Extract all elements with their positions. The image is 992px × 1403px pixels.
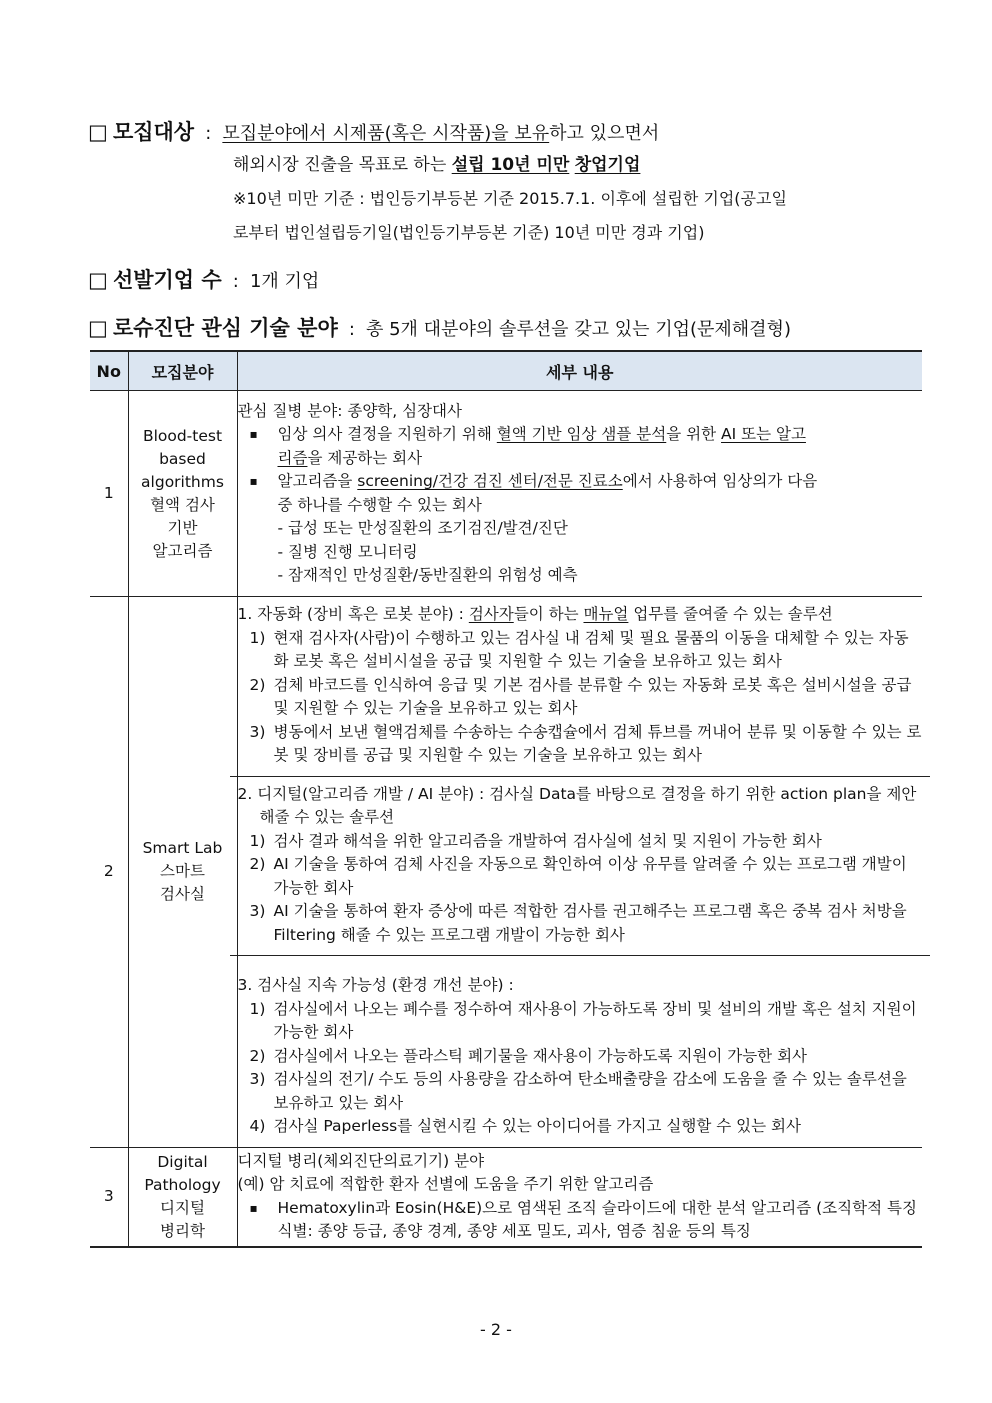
- list-item: 1) 검사실에서 나오는 폐수를 정수하여 재사용이 가능하도록 장비 및 설비의 개발 혹은 설치 지원이 가능한 회사: [249, 999, 917, 1041]
- list-item: - 질병 진행 모니터링: [277, 542, 418, 561]
- page-number: - 2 -: [480, 1320, 512, 1339]
- colon: :: [232, 271, 239, 292]
- section-title: 모집대상: [112, 120, 195, 144]
- recruit-line-1: 모집분야에서 시제품(혹은 시작품)을 보유하고 있으면서: [222, 123, 660, 144]
- checkbox-marker: □: [88, 120, 108, 144]
- disease-area: 관심 질병 분야: 종양학, 심장대사: [237, 401, 463, 420]
- pathology-example: (예) 암 치료에 적합한 환자 선별에 도움을 주기 위한 알고리즘: [237, 1175, 654, 1194]
- digital-block: [230, 776, 931, 956]
- bullet-icon: ▪: [249, 427, 258, 441]
- list-item: - 급성 또는 만성질환의 조기검진/발견/진단: [277, 519, 568, 537]
- selection-count: 1개 기업: [249, 271, 320, 292]
- section-selection-count: [88, 264, 319, 294]
- section-recruit-target: [88, 116, 659, 146]
- recruit-note: ※10년 미만 기준 : 법인등기부등본 기준 2015.7.1. 이후에 설립한 기업(공고일 로부터 법인설립등기일(법인등기부등본 기준) 10년 미만 경과 기업): [233, 189, 787, 242]
- header-no: No: [90, 351, 128, 391]
- field-name: Smart Lab 스마트 검사실: [128, 597, 237, 1148]
- list-item: 1) 현재 검사자(사람)이 수행하고 있는 검사실 내 검체 및 필요 물품의 이동을 대체할 수 있는 자동화 로봇 혹은 설비시설을 공급 및 지원할 수 있는 기술을 보유하고 있는 회사: [249, 628, 909, 670]
- tech-areas-desc: 총 5개 대분야의 솔루션을 갖고 있는 기업(문제해결형): [366, 319, 791, 340]
- table-row: [90, 391, 922, 597]
- list-item: 3) 검사실의 전기/ 수도 등의 사용량을 감소하여 탄소배출량을 감소에 도움을 줄 수 있는 솔루션을 보유하고 있는 회사: [249, 1070, 907, 1112]
- list-item: ▪ Hematoxylin과 Eosin(H&E)으로 염색된 조직 슬라이드에 대한 분석 알고리즘 (조직학적 특징 식별: 종양 등급, 종양 경계, 종양 세포 밀도, 괴사, 염증 침윤 등의 특징: [238, 1197, 923, 1244]
- details-cell: [237, 391, 922, 597]
- block-title: 3. 검사실 지속 가능성 (환경 개선 분야) :: [237, 976, 514, 994]
- section-title: 선발기업 수: [112, 268, 222, 292]
- list-item: 4) 검사실 Paperless를 실현시킬 수 있는 아이디어를 가지고 실행할 수 있는 회사: [249, 1117, 801, 1135]
- table-row: [90, 1147, 922, 1247]
- list-item: ▪ 알고리즘을 screening/건강 검진 센터/전문 진료소에서 사용하여 임상의가 다음 중 하나를 수행할 수 있는 회사: [238, 470, 923, 517]
- section-tech-areas: [88, 312, 791, 342]
- field-name: Digital Pathology 디지털 병리학: [128, 1147, 237, 1247]
- section-title: 로슈진단 관심 기술 분야: [112, 316, 338, 340]
- list-item: 1) 검사 결과 해석을 위한 알고리즘을 개발하여 검사실에 설치 및 지원이 가능한 회사: [249, 831, 822, 850]
- list-item: 2) 검체 바코드를 인식하여 응급 및 기본 검사를 분류할 수 있는 자동화 로봇 혹은 설비시설을 공급 및 지원할 수 있는 기술을 보유하고 있는 회사: [249, 675, 912, 717]
- list-item: ▪ 임상 의사 결정을 지원하기 위해 혈액 기반 임상 샘플 분석을 위한 AI 또는 알고 리즘을 제공하는 회사: [238, 423, 923, 470]
- details-cell: [237, 1147, 922, 1247]
- bullet-icon: ▪: [249, 474, 258, 488]
- automation-block: [238, 597, 923, 776]
- colon: :: [205, 123, 212, 144]
- table-header-row: [90, 351, 922, 391]
- block-title: 1. 자동화 (장비 혹은 로봇 분야) : 검사자들이 하는 매뉴얼 업무를 줄여줄 수 있는 솔루션: [237, 605, 833, 623]
- details-cell: [237, 597, 922, 1148]
- list-item: - 잠재적인 만성질환/동반질환의 위험성 예측: [277, 566, 578, 584]
- list-item: 3) AI 기술을 통하여 환자 증상에 따른 적합한 검사를 권고해주는 프로그램 혹은 중복 검사 처방을 Filtering 해줄 수 있는 프로그램 개발이 가능한 회사: [249, 902, 907, 944]
- checkbox-marker: □: [88, 316, 108, 340]
- sustainability-block: [230, 955, 931, 1147]
- row-number: 1: [90, 391, 128, 597]
- pathology-area: 디지털 병리(체외진단의료기기) 분야: [237, 1151, 485, 1170]
- block-title: 2. 디지털(알고리즘 개발 / AI 분야) : 검사실 Data를 바탕으로 결정을 하기 위한 action plan을 제안해줄 수 있는 솔루션: [237, 784, 917, 826]
- field-name: Blood-test based algorithms 혈액 검사 기반 알고리즘: [128, 391, 237, 597]
- row-number: 2: [90, 597, 128, 1148]
- header-field: 모집분야: [128, 351, 237, 391]
- row-number: 3: [90, 1147, 128, 1247]
- recruit-line-2: 해외시장 진출을 목표로 하는 설립 10년 미만 창업기업: [233, 155, 641, 175]
- list-item: 2) AI 기술을 통하여 검체 사진을 자동으로 확인하여 이상 유무를 알려줄 수 있는 프로그램 개발이 가능한 회사: [249, 855, 907, 897]
- list-item: 3) 병동에서 보낸 혈액검체를 수송하는 수송캡슐에서 검체 튜브를 꺼내어 분류 및 이동할 수 있는 로봇 및 장비를 공급 및 지원할 수 있는 기술을 보유하고 있는 회사: [249, 722, 922, 764]
- colon: :: [348, 319, 355, 340]
- list-item: 2) 검사실에서 나오는 플라스틱 폐기물을 재사용이 가능하도록 지원이 가능한 회사: [249, 1046, 808, 1065]
- bullet-icon: ▪: [249, 1200, 258, 1215]
- header-details: 세부 내용: [237, 351, 922, 391]
- table-row: [90, 597, 922, 1148]
- checkbox-marker: □: [88, 268, 108, 292]
- tech-areas-table: [90, 350, 922, 1248]
